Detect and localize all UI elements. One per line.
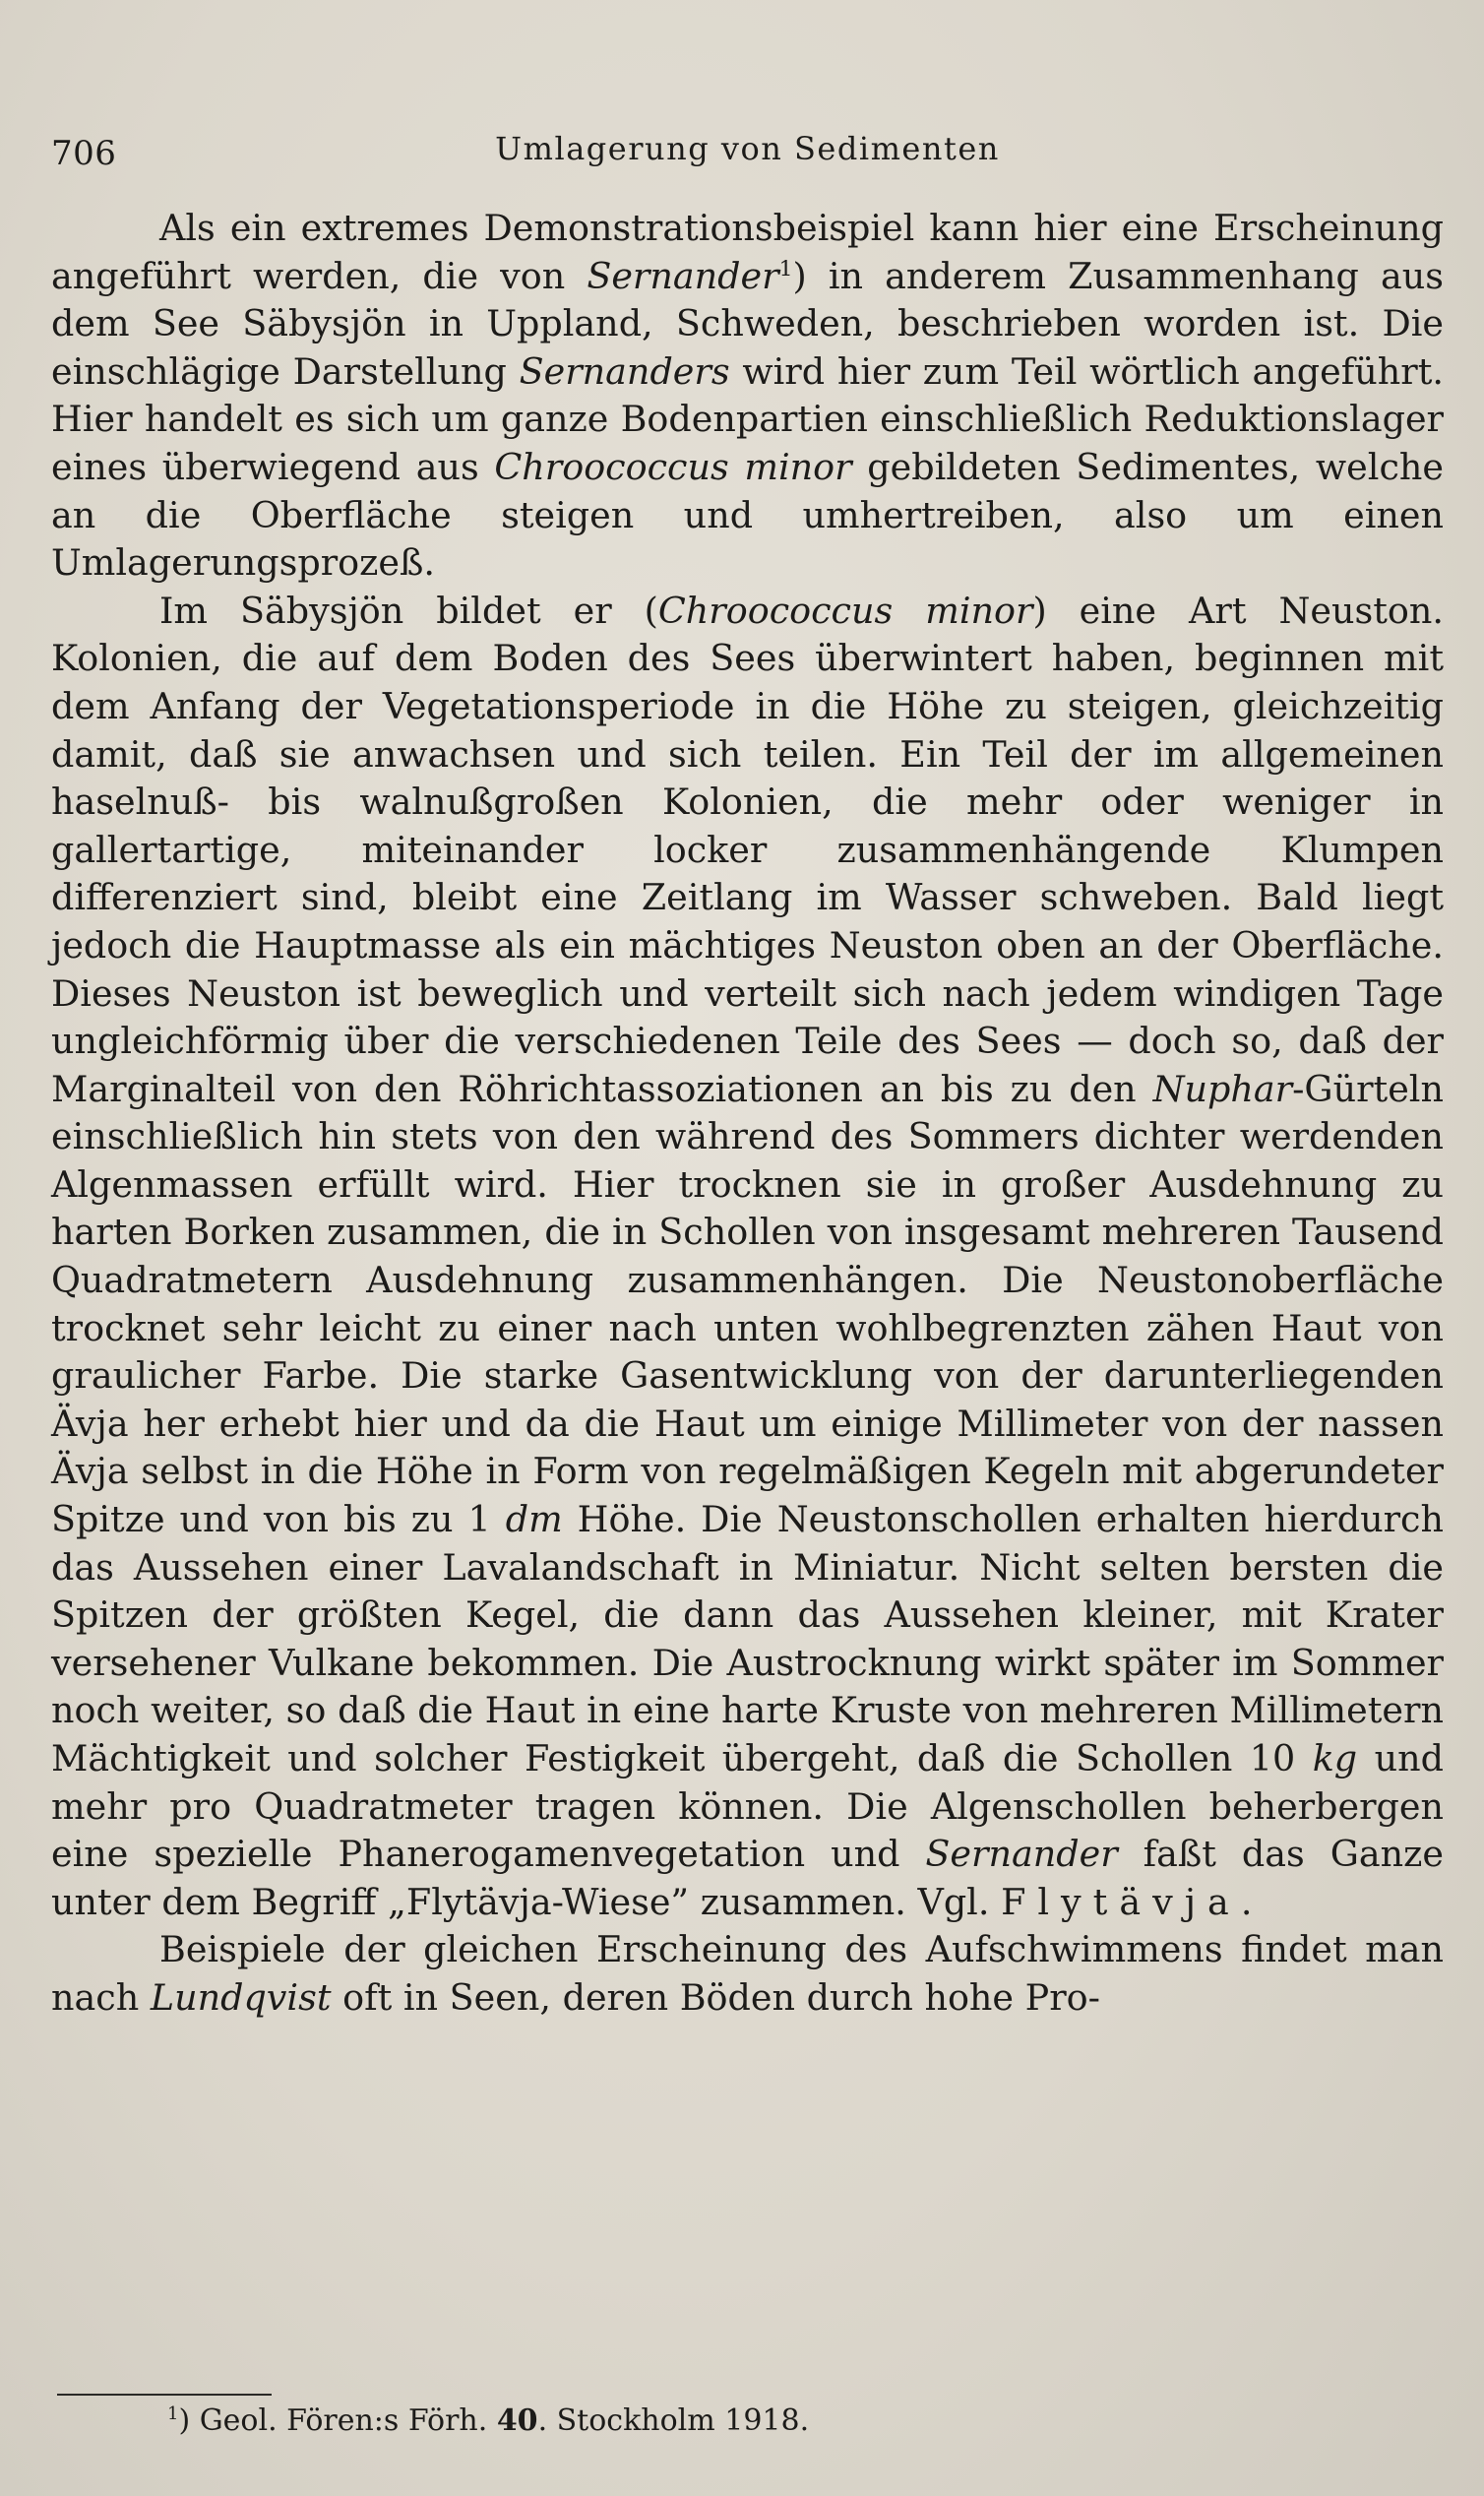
text-segment: Höhe. Die Neustonschollen erhalten hierdurch das Aussehen einer Lavalandschaft in Miniatur. Nicht selten bersten die Spitzen der größten Kegel, die dann das Aussehen kleiner, mit Krater versehener Vulkane bekommen. Die Austrocknung wirkt später im Sommer noch weiter, so daß die Haut in eine harte Kruste von mehreren Millimetern Mächtigkeit und solcher Festigkeit übergeht, daß die Schollen 10	[51, 1498, 1444, 1779]
species-name: Chroococcus minor	[494, 445, 852, 488]
footnote-text: ) Geol. Fören:s Förh.	[178, 2403, 497, 2438]
text-segment: .	[1240, 1880, 1253, 1923]
footnote-reference: 1	[778, 256, 793, 281]
body-text	[51, 205, 1444, 2023]
author-name: Sernander	[925, 1833, 1118, 1876]
text-segment: Beispiele der gleichen Erscheinung des Aufschwimmens findet man nach	[51, 1928, 1444, 2019]
text-segment: faßt das Ganze unter dem Begriff „Flytävja-Wiese” zusammen. Vgl.	[51, 1833, 1444, 1923]
text-segment: ) eine Art Neuston. Kolonien, die auf dem Boden des Sees überwintert haben, beginnen mit dem Anfang der Vegetationsperiode in die Höhe zu steigen, gleichzeitig damit, daß sie anwachsen und sich teilen. Ein Teil der im allgemeinen haselnuß- bis walnußgroßen Kolonien, die mehr oder weniger in gallertartige, miteinander locker zusammenhängende Klumpen differenziert sind, bleibt eine Zeitlang im Wasser schweben. Bald liegt jedoch die Hauptmasse als ein mächtiges Neuston oben an der Oberfläche. Dieses Neuston ist beweglich und verteilt sich nach jedem windigen Tage ungleichförmig über die verschiedenen Teile des Sees — doch so, daß der Marginalteil von den Röhrichtassoziationen an bis zu den	[51, 589, 1444, 1110]
author-name: Sernanders	[519, 349, 730, 393]
cross-reference: Flytävja	[1001, 1880, 1241, 1923]
unit: kg	[1312, 1737, 1358, 1779]
genus-name: Nuphar	[1152, 1067, 1293, 1110]
species-name: Chroococcus minor	[657, 589, 1033, 632]
footnote-text: . Stockholm 1918.	[537, 2403, 810, 2438]
page-header	[51, 130, 1444, 177]
page-number: 706	[51, 134, 117, 173]
text-segment: -Gürteln einschließlich hin stets von den während des Sommers dichter werdenden Algenmassen erfüllt wird. Hier trocknen sie in großer Ausdehnung zu harten Borken zusammen, die in Schollen von insgesamt mehreren Tausend Quadratmetern Ausdehnung zusammenhängen. Die Neustonoberfläche trocknet sehr leicht zu einer nach unten wohlbegrenzten zähen Haut von graulicher Farbe. Die starke Gasentwicklung von der darunterliegenden Ävja her erhebt hier und da die Haut um einige Millimeter von der nassen Ävja selbst in die Höhe in Form von regelmäßigen Kegeln mit abgerundeter Spitze und von bis zu 1	[51, 1067, 1444, 1541]
author-name: Sernander	[587, 254, 779, 297]
footnote	[167, 2402, 1348, 2441]
text-segment: ) in anderem Zusammenhang aus dem See Säbysjön in Uppland, Schweden, beschrieben worden ist. Die einschlägige Darstellung	[51, 254, 1444, 393]
text-segment: Als ein extremes Demonstrationsbeispiel kann hier eine Erscheinung angeführt werden, die von	[51, 207, 1444, 297]
running-title: Umlagerung von Sedimenten	[495, 130, 1000, 167]
author-name: Lundqvist	[150, 1975, 332, 2019]
text-segment: Im Säbysjön bildet er (	[159, 589, 658, 632]
paragraph-1	[51, 205, 1444, 588]
text-segment: und mehr pro Quadratmeter tragen können. Die Algenschollen beherbergen eine spezielle Phanerogamenvegetation und	[51, 1737, 1444, 1876]
text-segment: wird hier zum Teil wörtlich angeführt. Hier handelt es sich um ganze Bodenpartien einschließlich Reduktionslager eines überwiegend aus	[51, 349, 1444, 488]
footnote-volume: 40	[496, 2403, 538, 2438]
unit: dm	[505, 1498, 563, 1541]
footnote-mark: 1	[167, 2403, 179, 2424]
paragraph-2	[51, 588, 1444, 1927]
paragraph-3	[51, 1926, 1444, 2022]
text-segment: oft in Seen, deren Böden durch hohe Pro-	[331, 1975, 1100, 2019]
text-segment: gebildeten Sedimentes, welche an die Oberfläche steigen und umhertreiben, also um einen Umlagerungsprozeß.	[51, 445, 1444, 585]
footnote-divider	[57, 2394, 272, 2396]
